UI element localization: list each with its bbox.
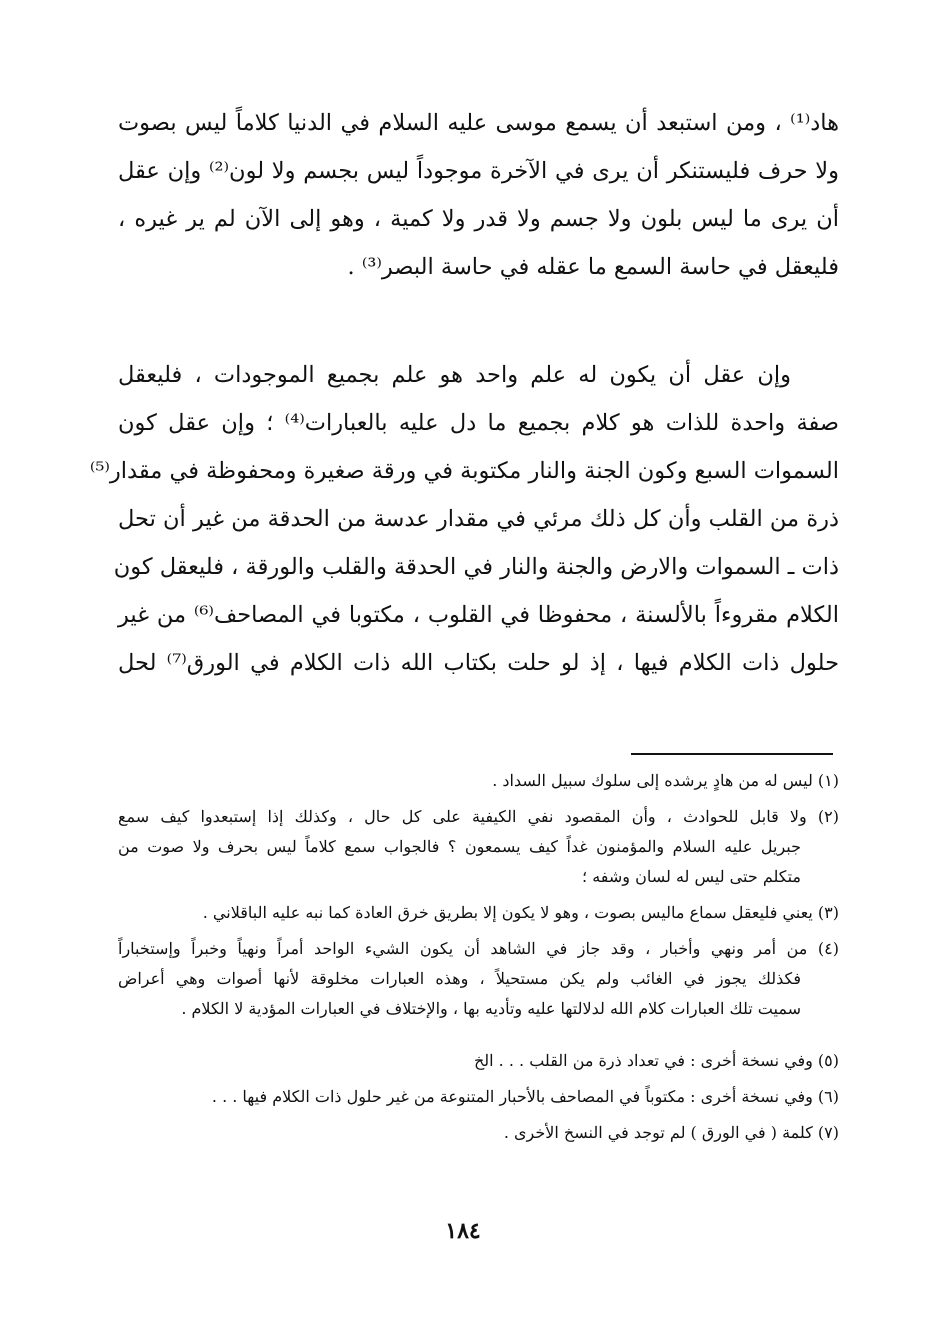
- text-line: حلول ذات الكلام فيها ، إذ لو حلت بكتاب الله ذات الكلام في الورق⁽⁷⁾ لحل: [118, 650, 839, 676]
- text-line: فليعقل في حاسة السمع ما عقله في حاسة البصر⁽³⁾ .: [347, 254, 839, 280]
- text-line: ذات ـ السموات والارض والجنة والنار في الحدقة والقلب والورقة ، فليعقل كون: [113, 554, 839, 580]
- footnote-line: (٣) يعني فليعقل سماع ماليس بصوت ، وهو لا يكون إلا بطريق خرق العادة كما نبه عليه الباقلاني .: [202, 903, 839, 922]
- footnote-5: [118, 1046, 839, 1076]
- footnote-line: (١) ليس له من هادٍ يرشده إلى سلوك سبيل السداد .: [492, 771, 839, 790]
- page-number: ١٨٤: [445, 1218, 481, 1244]
- footnote-line: متكلم حتى ليس له لسان وشفه ؛: [582, 867, 801, 886]
- footnote-line: (٧) كلمة ( في الورق ) لم توجد في النسخ الأخرى .: [503, 1123, 839, 1142]
- text-line: صفة واحدة للذات هو كلام بجميع ما دل عليه بالعبارات⁽⁴⁾ ؛ وإن عقل كون: [118, 410, 839, 436]
- text-line: ولا حرف فليستنكر أن يرى في الآخرة موجوداً ليس بجسم ولا لون⁽²⁾ وإن عقل: [118, 158, 839, 184]
- text-line: الكلام مقروءاً بالألسنة ، محفوظا في القلوب ، مكتوبا في المصاحف⁽⁶⁾ من غير: [118, 602, 839, 628]
- footnote-line: (٥) وفي نسخة أخرى : في تعداد ذرة من القلب . . . الخ: [473, 1051, 839, 1070]
- footnote-4: [118, 934, 839, 1024]
- text-line: هاد⁽¹⁾ ، ومن استبعد أن يسمع موسى عليه السلام في الدنيا كلاماً ليس بصوت: [118, 110, 839, 136]
- footnote-3: [118, 898, 839, 928]
- footnote-separator: [631, 753, 833, 755]
- paragraph-1: [118, 99, 839, 291]
- footnote-line: جبريل عليه السلام والمؤمنون غداً كيف يسمعون ؟ فالجواب سمع كلاماً ليس بحرف ولا صوت من: [118, 837, 801, 856]
- footnotes: [118, 766, 839, 1148]
- footnote-7: [118, 1118, 839, 1148]
- footnote-line: (٢) ولا قابل للحوادث ، وأن المقصود نفي الكيفية على كل حال ، وكذلك إذا إستبعدوا كيف سمع: [118, 807, 839, 826]
- text-line: ذرة من القلب وأن كل ذلك مرئي في مقدار عدسة من الحدقة من غير أن تحل: [118, 506, 839, 532]
- footnote-1: [118, 766, 839, 796]
- text-line: السموات السبع وكون الجنة والنار مكتوبة في ورقة صغيرة ومحفوظة في مقدار⁽⁵⁾: [89, 458, 839, 484]
- paragraph-2: [89, 351, 839, 687]
- text-line: أن يرى ما ليس بلون ولا جسم ولا قدر ولا كمية ، وهو إلى الآن لم ير غيره ،: [118, 206, 839, 232]
- footnote-2: [118, 802, 839, 892]
- footnote-6: [118, 1082, 839, 1112]
- footnote-line: سميت تلك العبارات كلام الله لدلالتها عليه وتأديه بها ، والإختلاف في العبارات المؤدية لا الكلام .: [181, 999, 801, 1018]
- footnote-line: فكذلك يجوز في الغائب ولم يكن مستحيلاً ، وهذه العبارات مخلوقة لأنها أصوات وهي أعراض: [118, 969, 801, 988]
- text-line: وإن عقل أن يكون له علم واحد هو علم بجميع الموجودات ، فليعقل: [118, 362, 791, 388]
- footnote-line: (٤) من أمر ونهي وأخبار ، وقد جاز في الشاهد أن يكون الشيء الواحد أمراً ونهياً وخبراً وإستخباراً: [118, 939, 840, 958]
- footnote-line: (٦) وفي نسخة أخرى : مكتوباً في المصاحف بالأحبار المتنوعة من غير حلول ذات الكلام فيها . . .: [211, 1087, 839, 1106]
